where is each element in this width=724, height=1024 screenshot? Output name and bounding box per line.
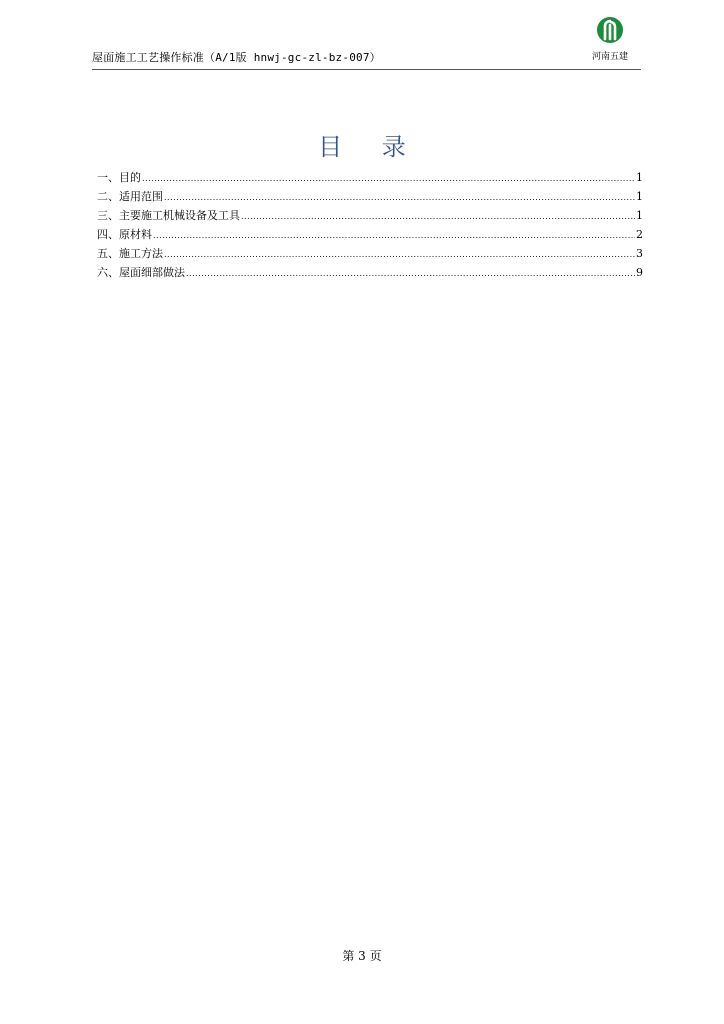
toc-entry-page: 2: [636, 228, 643, 241]
toc-entry-label: 一、目的: [97, 171, 141, 184]
toc-leader-dots: [153, 226, 635, 245]
toc-entry-page: 1: [636, 190, 643, 203]
toc-leader-dots: [142, 169, 635, 188]
toc-entry-page: 1: [636, 209, 643, 222]
logo-text: 河南五建: [591, 52, 628, 62]
table-of-contents: [97, 168, 643, 282]
toc-entry-page: 3: [636, 247, 643, 260]
page-footer: [0, 947, 724, 964]
toc-leader-dots: [186, 264, 635, 283]
toc-entry-label: 二、适用范围: [97, 190, 163, 203]
toc-entry-label: 五、施工方法: [97, 247, 163, 260]
toc-entry-label: 六、屋面细部做法: [97, 266, 185, 279]
toc-leader-dots: [164, 188, 635, 207]
toc-entry[interactable]: [97, 263, 643, 282]
company-logo: [589, 16, 631, 64]
toc-entry[interactable]: [97, 168, 643, 187]
toc-entry[interactable]: [97, 187, 643, 206]
company-logo-icon: [596, 16, 624, 44]
header-title: 屋面施工工艺操作标准（A/1版 hnwj-gc-zl-bz-007）: [92, 51, 381, 64]
toc-leader-dots: [241, 207, 635, 226]
toc-title: 目 录: [318, 133, 422, 161]
toc-leader-dots: [164, 245, 635, 264]
toc-entry-label: 四、原材料: [97, 228, 152, 241]
toc-entry-page: 1: [636, 171, 643, 184]
toc-entry[interactable]: [97, 244, 643, 263]
toc-entry-label: 三、主要施工机械设备及工具: [97, 209, 240, 222]
toc-entry[interactable]: [97, 206, 643, 225]
toc-entry-page: 9: [636, 266, 643, 279]
page-header: [92, 14, 641, 70]
toc-entry[interactable]: [97, 225, 643, 244]
page-number: 第 3 页: [342, 949, 382, 963]
